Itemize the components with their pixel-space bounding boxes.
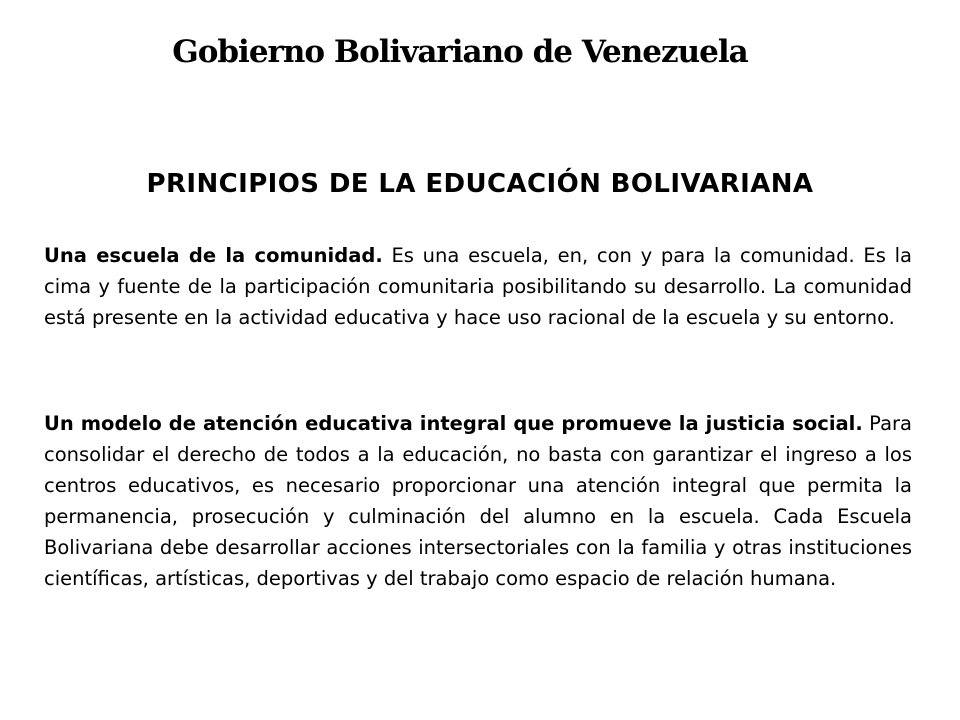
principle-body-text: Para consolidar el derecho de todos a la educación, no basta con garantizar el ingreso a los centros educativos, es necesario proporcionar una atención integral que permita la permanencia, prosecución y culminación del alumno en la escuela. Cada Escuela Bolivariana debe desarrollar acciones intersectoriales con la familia y otras instituciones científicas, artísticas, deportivas y del trabajo como espacio de relación humana.	[44, 412, 912, 590]
principle-lead-text: Un modelo de atención educativa integral que promueve la justicia social.	[44, 412, 863, 435]
principle-lead-text: Una escuela de la comunidad.	[44, 244, 383, 267]
section-title: PRINCIPIOS DE LA EDUCACIÓN BOLIVARIANA	[146, 169, 814, 199]
principle-paragraph-integral-model	[44, 408, 912, 594]
principle-paragraph-community-school	[44, 240, 912, 333]
header-title: Gobierno Bolivariano de Venezuela	[172, 34, 748, 70]
principle-body-text: Es una escuela, en, con y para la comunidad. Es la cima y fuente de la participación comunitaria posibilitando su desarrollo. La comunidad está presente en la actividad educativa y hace uso racional de la escuela y su entorno.	[44, 244, 912, 329]
